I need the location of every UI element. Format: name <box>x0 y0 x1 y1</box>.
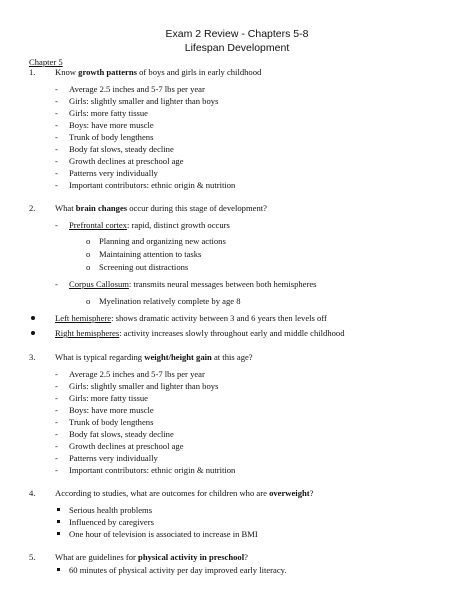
dash-marker: - <box>55 393 58 403</box>
list-item: Body fat slows, steady decline <box>69 144 174 154</box>
question-text: According to studies, what are outcomes for children who are overweight? <box>55 488 314 498</box>
dash-marker: - <box>55 180 58 190</box>
square-bullet-icon <box>57 532 60 535</box>
dash-marker: - <box>55 381 58 391</box>
bullet-icon <box>31 316 35 320</box>
sub-item: Maintaining attention to tasks <box>99 249 202 259</box>
dash-marker: - <box>55 441 58 451</box>
list-item: Growth declines at preschool age <box>69 156 184 166</box>
document-subtitle: Lifespan Development <box>184 42 290 54</box>
list-item: Influenced by caregivers <box>69 517 154 527</box>
list-item: Important contributors: ethnic origin & nutrition <box>69 465 236 475</box>
dash-marker: - <box>55 279 58 289</box>
list-item: Patterns very individually <box>69 168 158 178</box>
dash-marker: - <box>55 405 58 415</box>
list-item: Girls: slightly smaller and lighter than boys <box>69 96 219 106</box>
question-number: 2. <box>29 203 36 213</box>
list-item: Growth declines at preschool age <box>69 441 184 451</box>
dash-marker: - <box>55 220 58 230</box>
list-item: Boys: have more muscle <box>69 405 154 415</box>
list-item: One hour of television is associated to increase in BMI <box>69 529 258 539</box>
list-item: Average 2.5 inches and 5-7 lbs per year <box>69 369 205 379</box>
list-item: Patterns very individually <box>69 453 158 463</box>
sub-item: Screening out distractions <box>99 262 189 272</box>
dash-marker: - <box>55 144 58 154</box>
question-text: What brain changes occur during this stage of development? <box>55 203 267 213</box>
list-item: 60 minutes of physical activity per day improved early literacy. <box>69 565 287 575</box>
circle-marker: o <box>86 236 91 246</box>
dash-marker: - <box>55 132 58 142</box>
dash-marker: - <box>55 168 58 178</box>
list-item: Girls: slightly smaller and lighter than boys <box>69 381 219 391</box>
circle-marker: o <box>86 249 91 259</box>
brain-item-right-hemisphere: Right hemispheres: activity increases slowly throughout early and middle childhood <box>55 328 345 338</box>
brain-item-left-hemisphere: Left hemisphere: shows dramatic activity between 3 and 6 years then levels off <box>55 313 327 323</box>
brain-item-corpus-callosum: Corpus Callosum: transmits neural messages between both hemispheres <box>69 279 317 289</box>
list-item: Important contributors: ethnic origin & nutrition <box>69 180 236 190</box>
list-item: Boys: have more muscle <box>69 120 154 130</box>
question-number: 5. <box>29 552 36 562</box>
square-bullet-icon <box>57 508 60 511</box>
chapter-label: Chapter 5 <box>29 57 63 67</box>
list-item: Average 2.5 inches and 5-7 lbs per year <box>69 84 205 94</box>
list-item: Girls: more fatty tissue <box>69 393 149 403</box>
question-number: 1. <box>29 67 36 77</box>
dash-marker: - <box>55 96 58 106</box>
list-item: Trunk of body lengthens <box>69 132 154 142</box>
document-title: Exam 2 Review - Chapters 5-8 <box>165 28 309 40</box>
question-text: What is typical regarding weight/height gain at this age? <box>55 352 253 362</box>
list-item: Girls: more fatty tissue <box>69 108 149 118</box>
sub-item: Myelination relatively complete by age 8 <box>99 296 241 306</box>
dash-marker: - <box>55 417 58 427</box>
dash-marker: - <box>55 429 58 439</box>
circle-marker: o <box>86 262 91 272</box>
dash-marker: - <box>55 465 58 475</box>
list-item: Trunk of body lengthens <box>69 417 154 427</box>
sub-item: Planning and organizing new actions <box>99 236 226 246</box>
question-text: Know growth patterns of boys and girls in early childhood <box>55 67 262 77</box>
question-number: 3. <box>29 352 36 362</box>
bullet-icon <box>31 331 35 335</box>
question-number: 4. <box>29 488 36 498</box>
brain-item-prefrontal: Prefrontal cortex: rapid, distinct growth occurs <box>69 220 230 230</box>
square-bullet-icon <box>57 520 60 523</box>
list-item: Serious health problems <box>69 505 153 515</box>
question-text: What are guidelines for physical activity in preschool? <box>55 552 248 562</box>
square-bullet-icon <box>57 568 60 571</box>
list-item: Body fat slows, steady decline <box>69 429 174 439</box>
dash-marker: - <box>55 120 58 130</box>
dash-marker: - <box>55 156 58 166</box>
dash-marker: - <box>55 453 58 463</box>
dash-marker: - <box>55 84 58 94</box>
circle-marker: o <box>86 296 91 306</box>
dash-marker: - <box>55 108 58 118</box>
dash-marker: - <box>55 369 58 379</box>
